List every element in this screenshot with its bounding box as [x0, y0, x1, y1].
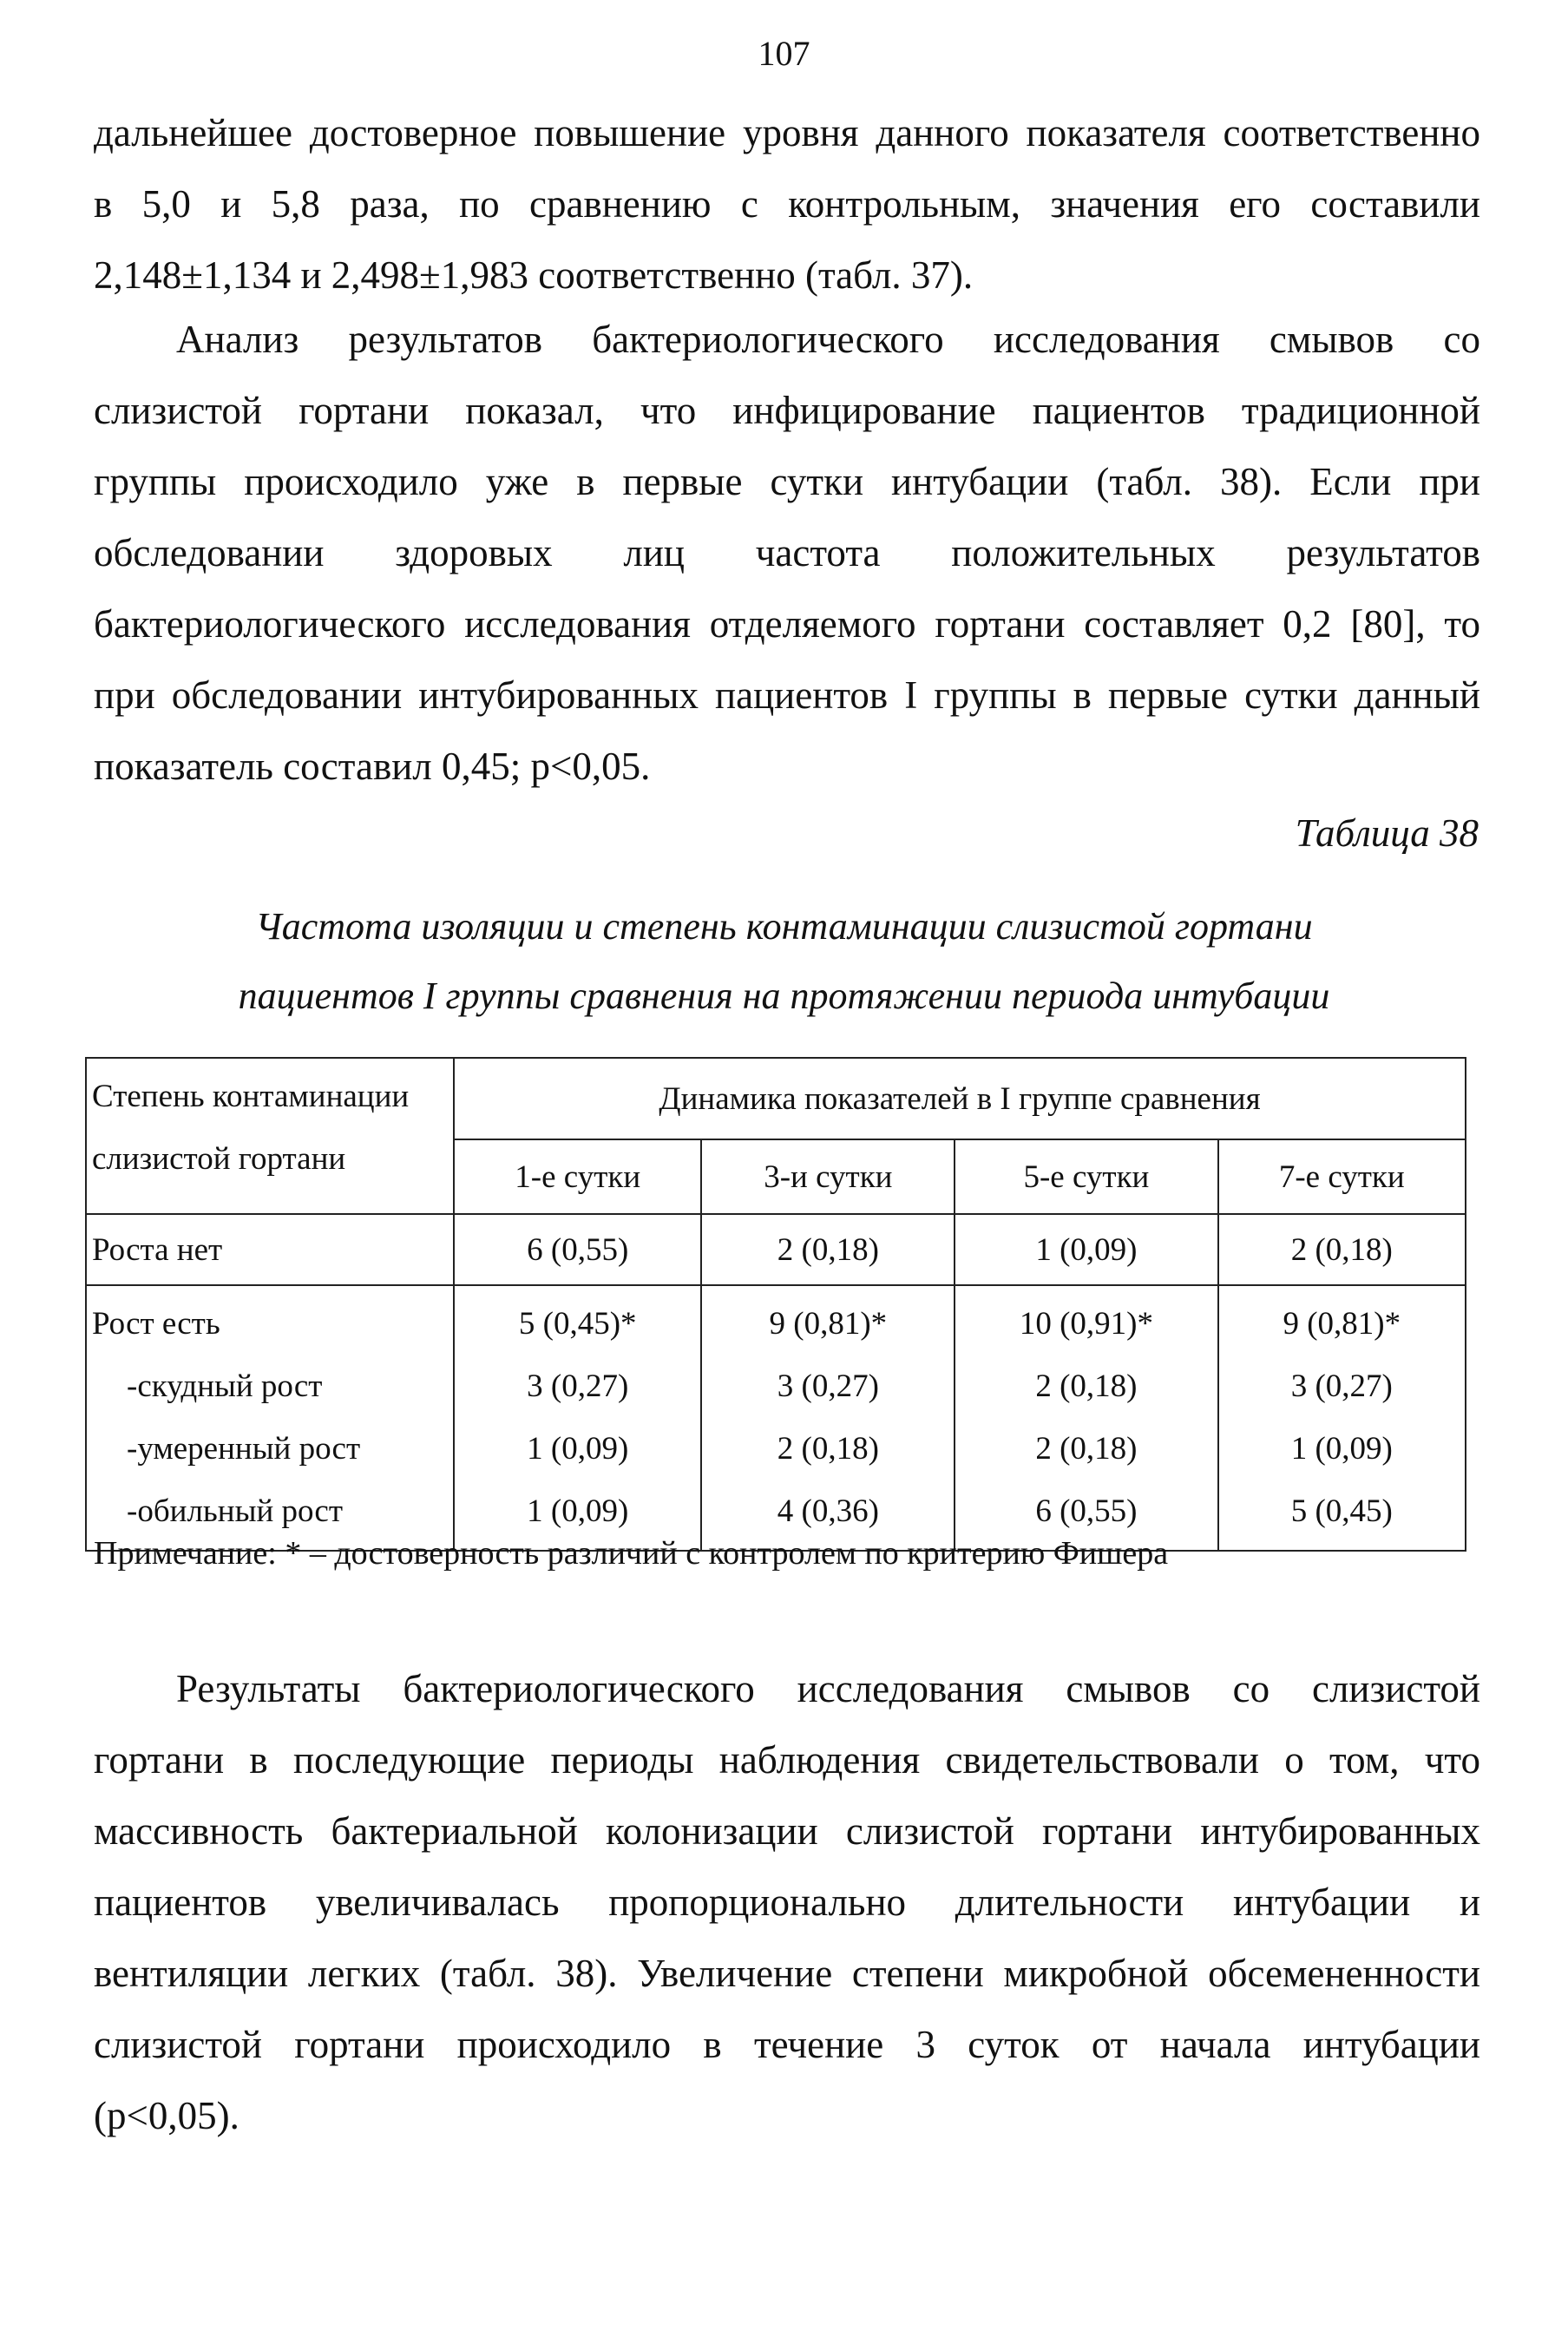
- table-cell: 5 (0,45): [1218, 1480, 1466, 1551]
- table-cell: 5 (0,45)*: [454, 1285, 701, 1355]
- header-day-7: 7-е сутки: [1218, 1139, 1466, 1214]
- table-cell: 3 (0,27): [454, 1355, 701, 1417]
- text-line: бактериологического исследования отделяемого гортани составляет 0,2 [80], то: [94, 602, 1480, 646]
- text-line: группы происходило уже в первые сутки интубации (табл. 38). Если при: [94, 460, 1480, 503]
- table-cell: 6 (0,55): [955, 1480, 1217, 1551]
- text-line: вентиляции легких (табл. 38). Увеличение степени микробной обсемененности: [94, 1952, 1480, 1995]
- table-row: [86, 1355, 1466, 1417]
- text-line: (p<0,05).: [94, 2094, 239, 2137]
- table-title-line-1: Частота изоляции и степень контаминации слизистой гортани: [255, 905, 1313, 948]
- text-line: в 5,0 и 5,8 раза, по сравнению с контрольным, значения его составили: [94, 182, 1480, 226]
- table-cell: 1 (0,09): [454, 1480, 701, 1551]
- text-line: слизистой гортани показал, что инфицирование пациентов традиционной: [94, 389, 1480, 432]
- text-line: Результаты бактериологического исследования смывов со слизистой: [176, 1667, 1480, 1710]
- text-line: слизистой гортани происходило в течение 3 суток от начала интубации: [94, 2023, 1480, 2066]
- table-cell: 1 (0,09): [1218, 1417, 1466, 1480]
- table-cell: 3 (0,27): [701, 1355, 955, 1417]
- text-line: показатель составил 0,45; p<0,05.: [94, 745, 651, 788]
- header-contamination-degree: Степень контаминации слизистой гортани: [86, 1058, 454, 1214]
- table-cell: 9 (0,81)*: [701, 1285, 955, 1355]
- table-cell: 1 (0,09): [454, 1417, 701, 1480]
- header-day-3: 3-и сутки: [701, 1139, 955, 1214]
- text-line: при обследовании интубированных пациентов I группы в первые сутки данный: [94, 673, 1480, 717]
- row-label: -умеренный рост: [86, 1417, 454, 1480]
- table-cell: 2 (0,18): [955, 1417, 1217, 1480]
- table-cell: 10 (0,91)*: [955, 1285, 1217, 1355]
- table-cell: 6 (0,55): [454, 1214, 701, 1285]
- paragraph-3: [94, 1653, 1480, 2151]
- header-day-1: 1-е сутки: [454, 1139, 701, 1214]
- paragraph-2: [94, 304, 1480, 802]
- text-line: массивность бактериальной колонизации слизистой гортани интубированных: [94, 1809, 1480, 1853]
- text-line: пациентов увеличивалась пропорционально длительности интубации и: [94, 1880, 1480, 1924]
- table-cell: 9 (0,81)*: [1218, 1285, 1466, 1355]
- table-note: Примечание: * – достоверность различий с контролем по критерию Фишера: [94, 1535, 1169, 1572]
- text-line: обследовании здоровых лиц частота положительных результатов: [94, 531, 1480, 574]
- row-label: Роста нет: [86, 1214, 454, 1285]
- text-line: дальнейшее достоверное повышение уровня данного показателя соответственно: [94, 111, 1480, 154]
- header-dynamics: Динамика показателей в I группе сравнения: [454, 1058, 1466, 1139]
- row-label: Рост есть: [86, 1285, 454, 1355]
- table-cell: 2 (0,18): [701, 1417, 955, 1480]
- table-row: [86, 1285, 1466, 1355]
- table-cell: 2 (0,18): [955, 1355, 1217, 1417]
- table-label: Таблица 38: [1295, 811, 1479, 855]
- paragraph-1: [94, 97, 1480, 311]
- row-label: -скудный рост: [86, 1355, 454, 1417]
- table-title-line-2: пациентов I группы сравнения на протяжении периода интубации: [238, 975, 1330, 1017]
- page-number: 107: [758, 34, 810, 73]
- text-line: Анализ результатов бактериологического исследования смывов со: [176, 318, 1480, 361]
- table-cell: 2 (0,18): [1218, 1214, 1466, 1285]
- table-row: [86, 1417, 1466, 1480]
- table-cell: 4 (0,36): [701, 1480, 955, 1551]
- text-line: гортани в последующие периоды наблюдения свидетельствовали о том, что: [94, 1738, 1480, 1782]
- text-line: 2,148±1,134 и 2,498±1,983 соответственно (табл. 37).: [94, 253, 974, 297]
- table-cell: 2 (0,18): [701, 1214, 955, 1285]
- table-row: [86, 1214, 1466, 1285]
- table-cell: 1 (0,09): [955, 1214, 1217, 1285]
- table-cell: 3 (0,27): [1218, 1355, 1466, 1417]
- row-label: -обильный рост: [86, 1480, 454, 1551]
- header-day-5: 5-е сутки: [955, 1139, 1217, 1214]
- contamination-table: [85, 1057, 1466, 1552]
